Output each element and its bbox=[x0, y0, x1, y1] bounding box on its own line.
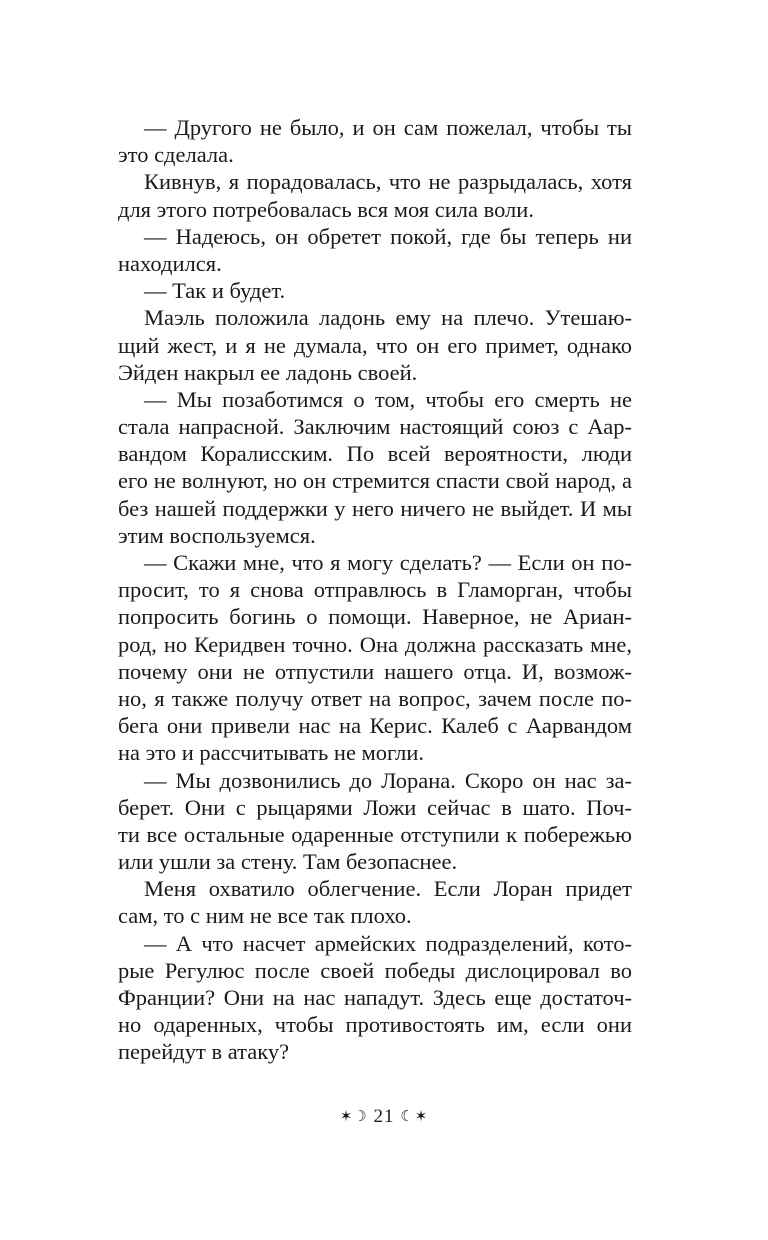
text-line: сам, то с ним не все так плохо. bbox=[118, 903, 412, 929]
text-line: стала напрасной. Заключим настоящий союз с Аар- bbox=[118, 414, 632, 440]
text-line: — Мы позаботимся о том, чтобы его смерть не bbox=[144, 386, 632, 412]
text-line: или ушли за стену. Там безопаснее. bbox=[118, 849, 458, 875]
text-line: находился. bbox=[118, 250, 222, 276]
text-line: Франции? Они на нас нападут. Здесь еще достаточ- bbox=[118, 985, 632, 1010]
page-number: 21 bbox=[373, 1106, 395, 1127]
text-line: — Так и будет. bbox=[144, 278, 286, 304]
text-line: — Скажи мне, что я могу сделать? — Если он по- bbox=[144, 550, 632, 575]
text-line: просит, то я снова отправлюсь в Гламорган, чтобы bbox=[118, 577, 632, 603]
text-line: попросить богинь о помощи. Наверное, не Ариан- bbox=[118, 604, 632, 630]
text-line: без нашей поддержки у него ничего не выйдет. И мы bbox=[118, 495, 632, 521]
left-moon-star-ornament: ✶☽ bbox=[339, 1107, 368, 1125]
text-line: его не волнуют, но он стремится спасти свой народ, а bbox=[118, 468, 632, 494]
text-line: перейдут в атаку? bbox=[118, 1039, 290, 1065]
text-line: щий жест, и я не думала, что он его примет, однако bbox=[118, 332, 632, 358]
text-line: этим воспользуемся. bbox=[118, 522, 316, 548]
text-line: вандом Коралисским. По всей вероятности, люди bbox=[118, 441, 632, 467]
text-line: Кивнув, я порадовалась, что не разрыдалась, хотя bbox=[144, 169, 632, 195]
text-line: берет. Они с рыцарями Ложи сейчас в шато. Поч- bbox=[118, 794, 632, 820]
text-line: почему они не отпустили нашего отца. И, возмож- bbox=[118, 658, 632, 684]
text-line: это сделала. bbox=[118, 142, 234, 168]
text-line: род, но Керидвен точно. Она должна рассказать мне, bbox=[118, 631, 632, 657]
body-text bbox=[118, 114, 632, 1066]
text-line: Маэль положила ладонь ему на плечо. Утешаю- bbox=[144, 305, 632, 331]
text-line: но одаренных, чтобы противостоять им, если они bbox=[118, 1012, 632, 1038]
text-line: бега они привели нас на Керис. Калеб с Аарвандом bbox=[118, 713, 632, 739]
text-line: но, я также получу ответ на вопрос, зачем после по- bbox=[118, 685, 632, 711]
text-line: — Другого не было, и он сам пожелал, чтобы ты bbox=[144, 115, 632, 140]
right-moon-star-ornament: ☾✶ bbox=[400, 1107, 429, 1125]
text-line: ти все остальные одаренные отступили к побережью bbox=[118, 821, 632, 847]
text-line: рые Регулюс после своей победы дислоцировал во bbox=[118, 957, 632, 983]
text-line: — Мы дозвонились до Лорана. Скоро он нас за- bbox=[144, 767, 632, 793]
page-number-footer bbox=[0, 1104, 768, 1129]
text-line: Эйден накрыл ее ладонь своей. bbox=[118, 359, 418, 385]
text-line: Меня охватило облегчение. Если Лоран придет bbox=[144, 876, 632, 902]
text-line: для этого потребовалась вся моя сила воли. bbox=[118, 196, 534, 222]
text-line: — А что насчет армейских подразделений, кото- bbox=[144, 930, 632, 956]
text-line: — Надеюсь, он обретет покой, где бы теперь ни bbox=[144, 223, 632, 249]
text-line: на это и рассчитывать не могли. bbox=[118, 740, 425, 766]
